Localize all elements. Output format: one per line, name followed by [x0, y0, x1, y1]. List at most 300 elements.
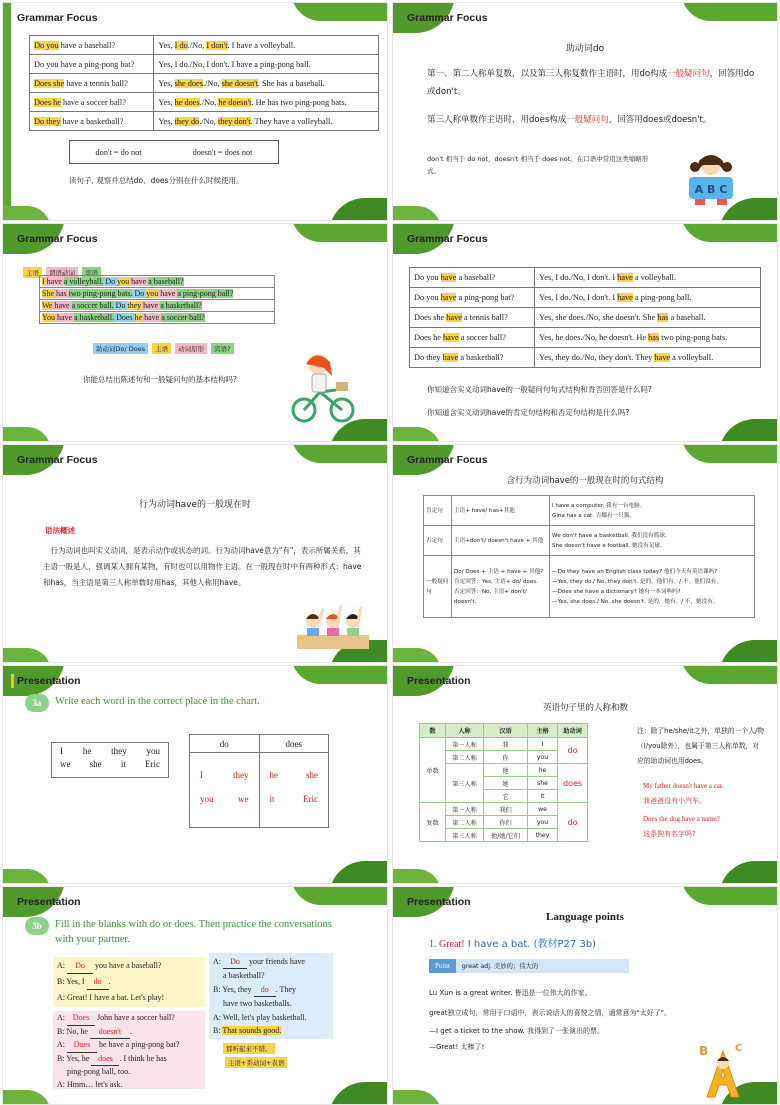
contraction-box — [69, 140, 279, 164]
slide-7[interactable] — [2, 665, 388, 884]
table-row — [30, 36, 379, 55]
word: Eric — [144, 759, 160, 769]
text: you have a baseball? — [93, 961, 162, 970]
activity-badge: 3a — [25, 694, 49, 712]
cell-text: two ping-pong bats. — [659, 333, 728, 342]
text: A: — [57, 961, 67, 970]
slide-title: Presentation — [17, 675, 81, 687]
sentence-line — [39, 300, 275, 312]
cell-text: a soccer ball? — [458, 333, 506, 342]
answer-highlight: they do — [174, 116, 200, 126]
subject-highlight: Do they — [34, 116, 61, 126]
text: I have a bat. (教材P27 3b) — [464, 939, 597, 950]
table-row — [420, 764, 588, 777]
answer-blank[interactable]: do — [87, 974, 109, 990]
example-text: I have a computer. 我有一台电脑。 — [552, 502, 646, 509]
example-en: Does the dog have a name? — [643, 815, 720, 823]
slide-title: Grammar Focus — [407, 12, 488, 24]
cell: 它 — [484, 790, 528, 803]
dialog-line — [57, 1039, 201, 1053]
answer-highlight: they don't — [217, 116, 251, 126]
example-text: great独立成句，常用于口语中，表示说话人的喜悦之情，通常意为"太好了"。 — [429, 1009, 671, 1017]
slide-title: Grammar Focus — [407, 454, 488, 466]
cell: you — [528, 816, 558, 829]
cell-text: . They have a volleyball. — [250, 116, 333, 126]
slide-9[interactable] — [2, 886, 388, 1105]
header-do: do — [190, 735, 260, 752]
paragraph — [427, 65, 757, 101]
slide-title: Grammar Focus — [17, 12, 98, 24]
cell: 第一人称 — [446, 803, 484, 816]
subject-highlight: You — [42, 313, 55, 322]
slide-8[interactable] — [392, 665, 778, 884]
letter-a-mascot-illustration — [693, 1037, 753, 1099]
row-label: 肯定句 — [424, 496, 452, 526]
structure-table — [423, 495, 755, 618]
verb-highlight: have — [443, 333, 459, 342]
col-header: 人称 — [446, 724, 484, 738]
cell-text: . She has a baseball. — [257, 78, 325, 88]
object-tag: 宾语 — [82, 267, 101, 278]
grammar-table — [409, 267, 761, 368]
instruction-text: Write each word in the correct place in the chart. — [55, 696, 260, 707]
sentence-line — [39, 275, 275, 288]
slide-heading: Language points — [546, 911, 624, 923]
table-row — [410, 288, 761, 308]
text: B: — [213, 1026, 223, 1036]
col-header: 数 — [420, 724, 446, 738]
verb-highlight: have — [44, 277, 64, 286]
cell-text: Yes, I do./No, I don't. I have a ping-pong ball. — [154, 55, 379, 74]
verb-highlight: have — [141, 301, 161, 310]
example-text: —Does she have a dictionary? 她有一本词典吗? — [552, 588, 681, 595]
slide-5[interactable] — [2, 444, 388, 663]
cell-text: . I have a volleyball. — [227, 40, 296, 50]
verb-highlight: have — [129, 277, 149, 286]
col-header: 汉语 — [484, 724, 528, 738]
example-text: Gina has a cat. 吉娜有一只猫。 — [552, 512, 635, 519]
cell-text: Does he — [414, 333, 444, 342]
cell: she — [528, 777, 558, 790]
table-row — [30, 93, 379, 112]
verb-highlight: have — [440, 293, 457, 302]
text: B: Yes, he — [57, 1053, 92, 1063]
svg-text:A B C: A B C — [694, 183, 728, 196]
text: John have a soccer ball? — [95, 1013, 175, 1022]
conversation-box-1 — [53, 957, 205, 1007]
cell-text: Do you have a ping-pong bat? — [30, 55, 154, 74]
answer-blank[interactable]: does — [91, 1053, 119, 1067]
cell-text: ./No, — [187, 40, 207, 50]
answer-highlight: I don't — [206, 40, 228, 50]
cell: 你 — [484, 751, 528, 764]
verb-highlight: has — [648, 333, 660, 342]
cell-text: have a basketball? — [60, 116, 124, 126]
dialog-line — [57, 1053, 201, 1067]
cell-text: have a soccer ball? — [60, 97, 126, 107]
text: 1. — [429, 939, 439, 950]
kids-raising-hands-illustration — [295, 597, 371, 653]
verb-highlight: has — [54, 289, 69, 298]
answer-blank[interactable]: Do — [67, 958, 93, 974]
table-row — [30, 74, 379, 93]
note-text: 读句子, 观察并总结do、does分别在什么时候使用。 — [69, 176, 244, 185]
keyword: 一般疑问句 — [566, 115, 609, 125]
dialog-line: ping-pong ball, too. — [67, 1067, 131, 1077]
cell-text: Do you — [414, 273, 441, 282]
word-box — [51, 742, 169, 778]
svg-text:B: B — [699, 1044, 709, 1058]
answer-word: they — [233, 770, 249, 780]
slide-2[interactable] — [392, 2, 778, 221]
cell-text: Do you — [414, 293, 441, 302]
aux-cell: do — [558, 803, 588, 842]
verb-highlight: have — [142, 313, 162, 322]
formula-text: 主语+don't/ doesn't have + 其他 — [452, 526, 550, 556]
word: she — [89, 759, 102, 769]
answer-word: you — [200, 794, 214, 804]
cell-text: ./No, — [199, 116, 218, 126]
text: . — [129, 1026, 132, 1036]
answer-highlight: she doesn't — [221, 78, 258, 88]
conversation-box-2 — [53, 1011, 205, 1089]
example-text: —I get a ticket to the show. 我得到了一张演出的票。 — [429, 1027, 605, 1035]
cell-text: Yes, I do./No, I don't. I — [539, 273, 618, 282]
text: A: — [213, 957, 223, 966]
slide-title: Presentation — [407, 896, 471, 908]
dialog-line — [57, 974, 201, 990]
verb-highlight: have — [440, 273, 457, 282]
cell-text: Yes, she does./No, she doesn't. She — [539, 313, 658, 322]
text: . — [108, 977, 111, 986]
object-highlight: a soccer ball? — [161, 313, 205, 322]
cell: they — [528, 829, 558, 842]
dialog-line — [57, 958, 201, 974]
question-text: 你知道含实义动词have的肯定句结构和否定句结构是什么吗? — [427, 408, 630, 417]
table-row — [410, 348, 761, 368]
example-en: My father doesn't have a car. — [643, 782, 724, 790]
cell-text: Yes, he does./No, he doesn't. He — [539, 333, 649, 342]
cell: I — [528, 738, 558, 751]
point-line — [429, 935, 596, 950]
example-text: —Yes, she does./ No, she doesn't. 是的，她有。/ 不，她没有。 — [552, 598, 719, 605]
example-text: She doesn't have a football. 她没有足球。 — [552, 542, 666, 549]
aux-highlight: Do — [132, 289, 147, 298]
dialog-line — [57, 1026, 201, 1040]
verb-highlight: have — [617, 293, 633, 302]
cell: 我们 — [484, 803, 528, 816]
point-text: great adj. 美妙的；伟大的 — [461, 963, 539, 970]
text: ，回答用do或don't。 — [427, 69, 755, 97]
dialog-line: A: Great! I have a bat. Let's play! — [57, 993, 165, 1002]
cell: 你们 — [484, 816, 528, 829]
dialog-line: a basketball? — [223, 971, 265, 981]
slide-1[interactable] — [2, 2, 388, 221]
word: I — [60, 746, 63, 756]
aux-cell: does — [558, 764, 588, 803]
text: B: Yes, I — [57, 977, 87, 986]
example-cn: 这条狗有名字吗? — [643, 830, 696, 838]
row-label: 否定句 — [424, 526, 452, 556]
subject-highlight: Does she — [34, 78, 65, 88]
cell: 第三人称 — [446, 829, 484, 842]
example-text: —Yes, they do./ No, they don't. 是的，他们有。/ 不，他们没有。 — [552, 578, 722, 585]
sentence-line — [39, 288, 275, 300]
cell-text: a basketball? — [458, 353, 504, 362]
col-header: 主格 — [528, 724, 558, 738]
row-label: 一般疑问句 — [424, 556, 452, 618]
text: B: No, he — [57, 1026, 90, 1036]
aux-highlight: Do — [103, 277, 118, 286]
answer-highlight: he does — [174, 97, 200, 107]
word: they — [111, 746, 127, 756]
answer-blank[interactable]: Do — [223, 955, 247, 969]
cell-text: a ping-pong bat? — [456, 293, 515, 302]
cell-text: have a baseball? — [58, 40, 116, 50]
svg-text:C: C — [735, 1043, 743, 1054]
cell-text: a baseball? — [456, 273, 496, 282]
answer-highlight: she does — [174, 78, 203, 88]
cell-text: Do they — [414, 353, 443, 362]
object-highlight: a soccer ball. — [71, 301, 114, 310]
dialog-line: A: Hmm… let's ask. — [57, 1079, 123, 1089]
formula-text: 主语+ have/ has+其他 — [452, 496, 550, 526]
answer-highlight: he doesn't — [218, 97, 252, 107]
example-text: Lu Xun is a great writer. 鲁迅是一位伟大的作家。 — [429, 989, 592, 997]
cell: 她 — [484, 777, 528, 790]
instruction-text: Fill in the blanks with do or does. Then practice the conversations with your partner. — [55, 919, 332, 945]
text: 第一、第二人称单复数，以及第三人称复数作主语时，用do构成 — [427, 69, 668, 79]
subject-highlight: She — [42, 289, 54, 298]
verb-highlight: have — [54, 313, 75, 322]
subject-highlight: We — [42, 301, 53, 310]
dialog-line: A: Well, let's play basketball. — [213, 1012, 307, 1022]
section-label: 语法概述 — [45, 526, 75, 535]
cell: 第一人称 — [446, 738, 484, 751]
point-bar — [429, 959, 629, 973]
cell-text: Yes, — [158, 40, 175, 50]
conversation-box-3 — [209, 953, 333, 1039]
cell-text: a volleyball. — [670, 353, 714, 362]
answer-word: he — [269, 770, 278, 780]
object-highlight: two ping-pong bats. — [68, 289, 133, 298]
object-highlight: a baseball? — [148, 277, 184, 286]
keyword: 一般疑问句 — [667, 69, 710, 79]
verb-tag: 谓语动词 — [46, 267, 78, 278]
tip-tag: 主语+系动词+表语 — [225, 1057, 287, 1068]
body-text: 行为动词也叫实义动词，是表示动作或状态的词。行为动词have意为"有"，表示所属关系，其主语一般是人，强调某人拥有某物，有时也可以用物作主语。在一般现在时中有两种形式：have和has，当主语是第三人称单数时用has，其他人称用have。 — [43, 546, 362, 587]
subject-tag: 主语 — [23, 267, 42, 278]
cell: 他 — [484, 764, 528, 777]
highlight-text: That sounds good. — [222, 1026, 282, 1036]
dialog-line: have two basketballs. — [223, 999, 292, 1009]
person-table — [419, 723, 588, 842]
verb-highlight: have — [158, 289, 178, 298]
structure-tags — [93, 338, 234, 356]
cell-text: Yes, — [158, 116, 175, 126]
formula-text: 肯定回答：Yes, 主语+ do/ does. — [454, 578, 538, 585]
slide-heading: 行为动词have的一般现在时 — [138, 500, 252, 510]
example-text: —Great! 太棒了! — [429, 1043, 485, 1051]
subject-highlight: Do you — [34, 40, 59, 50]
cell-text: a ping-pong ball. — [632, 293, 692, 302]
sort-chart — [189, 734, 329, 828]
slide-heading: 英语句子里的人称和数 — [543, 703, 629, 713]
girl-on-bicycle-illustration — [288, 352, 358, 424]
slide-title: Presentation — [17, 896, 81, 908]
verb-highlight: have — [442, 353, 459, 362]
text: B: Yes, they — [213, 984, 254, 994]
slide-4[interactable] — [392, 223, 778, 442]
subject-highlight: you — [146, 289, 159, 298]
point-label: Point — [429, 959, 456, 973]
slide-title: Grammar Focus — [407, 233, 488, 245]
rule-text: don't = do not — [95, 147, 142, 157]
cell-text: Yes, — [158, 78, 175, 88]
word: he — [82, 746, 92, 756]
header-does: does — [285, 739, 302, 749]
cell-text: a volleyball. — [632, 273, 676, 282]
sentence-line — [39, 312, 275, 324]
table-row — [30, 55, 379, 74]
answer-blank[interactable]: Does — [67, 1039, 97, 1053]
cell: 第二人称 — [446, 816, 484, 829]
table-row — [424, 526, 755, 556]
text: A: — [57, 1040, 67, 1050]
verb-highlight: has — [657, 313, 669, 322]
object-highlight: a ping-pong ball? — [177, 289, 234, 298]
dialog-line — [213, 955, 329, 969]
table-row — [420, 803, 588, 816]
answer-word: she — [306, 770, 318, 780]
cell-text: . He has two ping-pong bats. — [251, 97, 347, 107]
text: . I think he has — [119, 1053, 167, 1063]
verb-highlight: have — [446, 313, 462, 322]
cell-text: Yes, — [158, 97, 175, 107]
slide-6[interactable] — [392, 444, 778, 663]
table-row — [410, 328, 761, 348]
example-cn: 我爸爸没有小汽车。 — [643, 797, 706, 805]
answer-blank[interactable]: do — [254, 983, 276, 997]
cell-text: have a tennis ball? — [64, 78, 128, 88]
answer-word: we — [238, 794, 249, 804]
small-note: don't 相当于 do not，doesn't 相当于 does not。在口语中常用这类缩略形式。 — [427, 155, 649, 175]
subject-highlight: they — [127, 301, 142, 310]
verb-highlight: have — [654, 353, 671, 362]
table-row — [424, 556, 755, 618]
verb-highlight: have — [617, 273, 633, 282]
slide-title: Grammar Focus — [17, 233, 98, 245]
subject-highlight: you — [117, 277, 130, 286]
table-header — [420, 724, 588, 738]
table-row — [410, 308, 761, 328]
table-row — [420, 738, 588, 751]
slide-10[interactable] — [392, 886, 778, 1105]
answer-word: it — [269, 794, 275, 804]
example-text: —Do they have an English class today? 他们今天有英语课吗? — [552, 568, 718, 575]
tip-tag: 那听起来不错。 — [223, 1043, 275, 1054]
aux-tag: 助动词Do/ Does — [93, 343, 148, 354]
word: it — [120, 759, 126, 769]
formula-text: 否定回答：No, 主语+ don't/ doesn't. — [454, 588, 527, 605]
note-text: 注：除了he/she/it之外，单独的一个人/物（I/you除外），也属于第三人称单数，对应的助动词也用does。 — [637, 727, 765, 765]
text: A: — [57, 1013, 67, 1022]
cell-text: a baseball. — [668, 313, 706, 322]
slide-3[interactable] — [2, 223, 388, 442]
col-header: 助动词 — [558, 724, 588, 738]
slide-heading: 助动词do — [565, 44, 605, 54]
answer-highlight: I do — [174, 40, 188, 50]
dialog-line — [213, 983, 329, 997]
example-text: We don't have a basketball. 我们没有篮球。 — [552, 532, 671, 539]
slide-title: Presentation — [407, 675, 471, 687]
cell: 单数 — [420, 738, 446, 803]
table-row — [410, 268, 761, 288]
cell: 第二人称 — [446, 751, 484, 764]
question-text: 你能总结出陈述句和一般疑问句的基本结构吗? — [83, 375, 237, 384]
cell-text: Yes, they do./No, they don't. They — [539, 353, 655, 362]
cell-text: ./No, — [202, 78, 222, 88]
verb-tag: 动词原形 — [175, 343, 207, 354]
object-highlight: a basketball. — [74, 313, 115, 322]
aux-cell: do — [558, 738, 588, 764]
aux-highlight: Do — [113, 301, 128, 310]
question-text: 你知道含实义动词have的一般疑问句句式结构和肯否回答是什么吗? — [427, 385, 652, 394]
table-row — [30, 112, 379, 131]
slide-heading: 含行为动词have的一般现在时的句式结构 — [506, 476, 664, 486]
answer-word: I — [200, 770, 203, 780]
text: 第三人称单数作主语时，用does构成 — [427, 115, 567, 125]
dialog-line — [213, 1024, 329, 1037]
word: we — [60, 759, 71, 769]
cell: 我 — [484, 738, 528, 751]
formula-text: Do/ Does + 主语 + have + 其他? — [454, 568, 544, 575]
text: ，回答用does或doesn't。 — [608, 115, 712, 125]
cell: 复数 — [420, 803, 446, 842]
object-tag: 宾语? — [211, 343, 233, 354]
sentence-lines — [39, 275, 275, 324]
cell-text: ./No, — [199, 97, 219, 107]
cell-text: a tennis ball? — [461, 313, 508, 322]
aux-highlight: Does — [114, 313, 135, 322]
object-highlight: a basketball? — [160, 301, 202, 310]
paragraph — [427, 111, 757, 129]
verb-highlight: have — [52, 301, 72, 310]
dialog-line — [57, 1012, 201, 1026]
word: you — [146, 746, 160, 756]
cell: 第三人称 — [446, 764, 484, 803]
subject-highlight: I — [42, 277, 45, 286]
keyword: Great! — [439, 939, 465, 950]
grammar-table — [29, 35, 379, 131]
slide-title: Grammar Focus — [17, 454, 98, 466]
text: . They — [275, 984, 296, 994]
cell: 他/她/它们 — [484, 829, 528, 842]
object-highlight: a volleyball. — [63, 277, 104, 286]
kid-reading-illustration — [683, 151, 739, 207]
cell-text: Does she — [414, 313, 447, 322]
subject-tag: 主语 — [152, 343, 171, 354]
cell: we — [528, 803, 558, 816]
rule-text: doesn't = does not — [192, 147, 253, 157]
cell: it — [528, 790, 558, 803]
answer-blank[interactable]: doesn't — [90, 1026, 130, 1040]
cell: he — [528, 764, 558, 777]
cell-text: Yes, I do./No, I don't. I — [539, 293, 618, 302]
answer-blank[interactable]: Does — [67, 1012, 95, 1026]
text: your friends have — [247, 957, 305, 966]
subject-highlight: he — [134, 313, 143, 322]
